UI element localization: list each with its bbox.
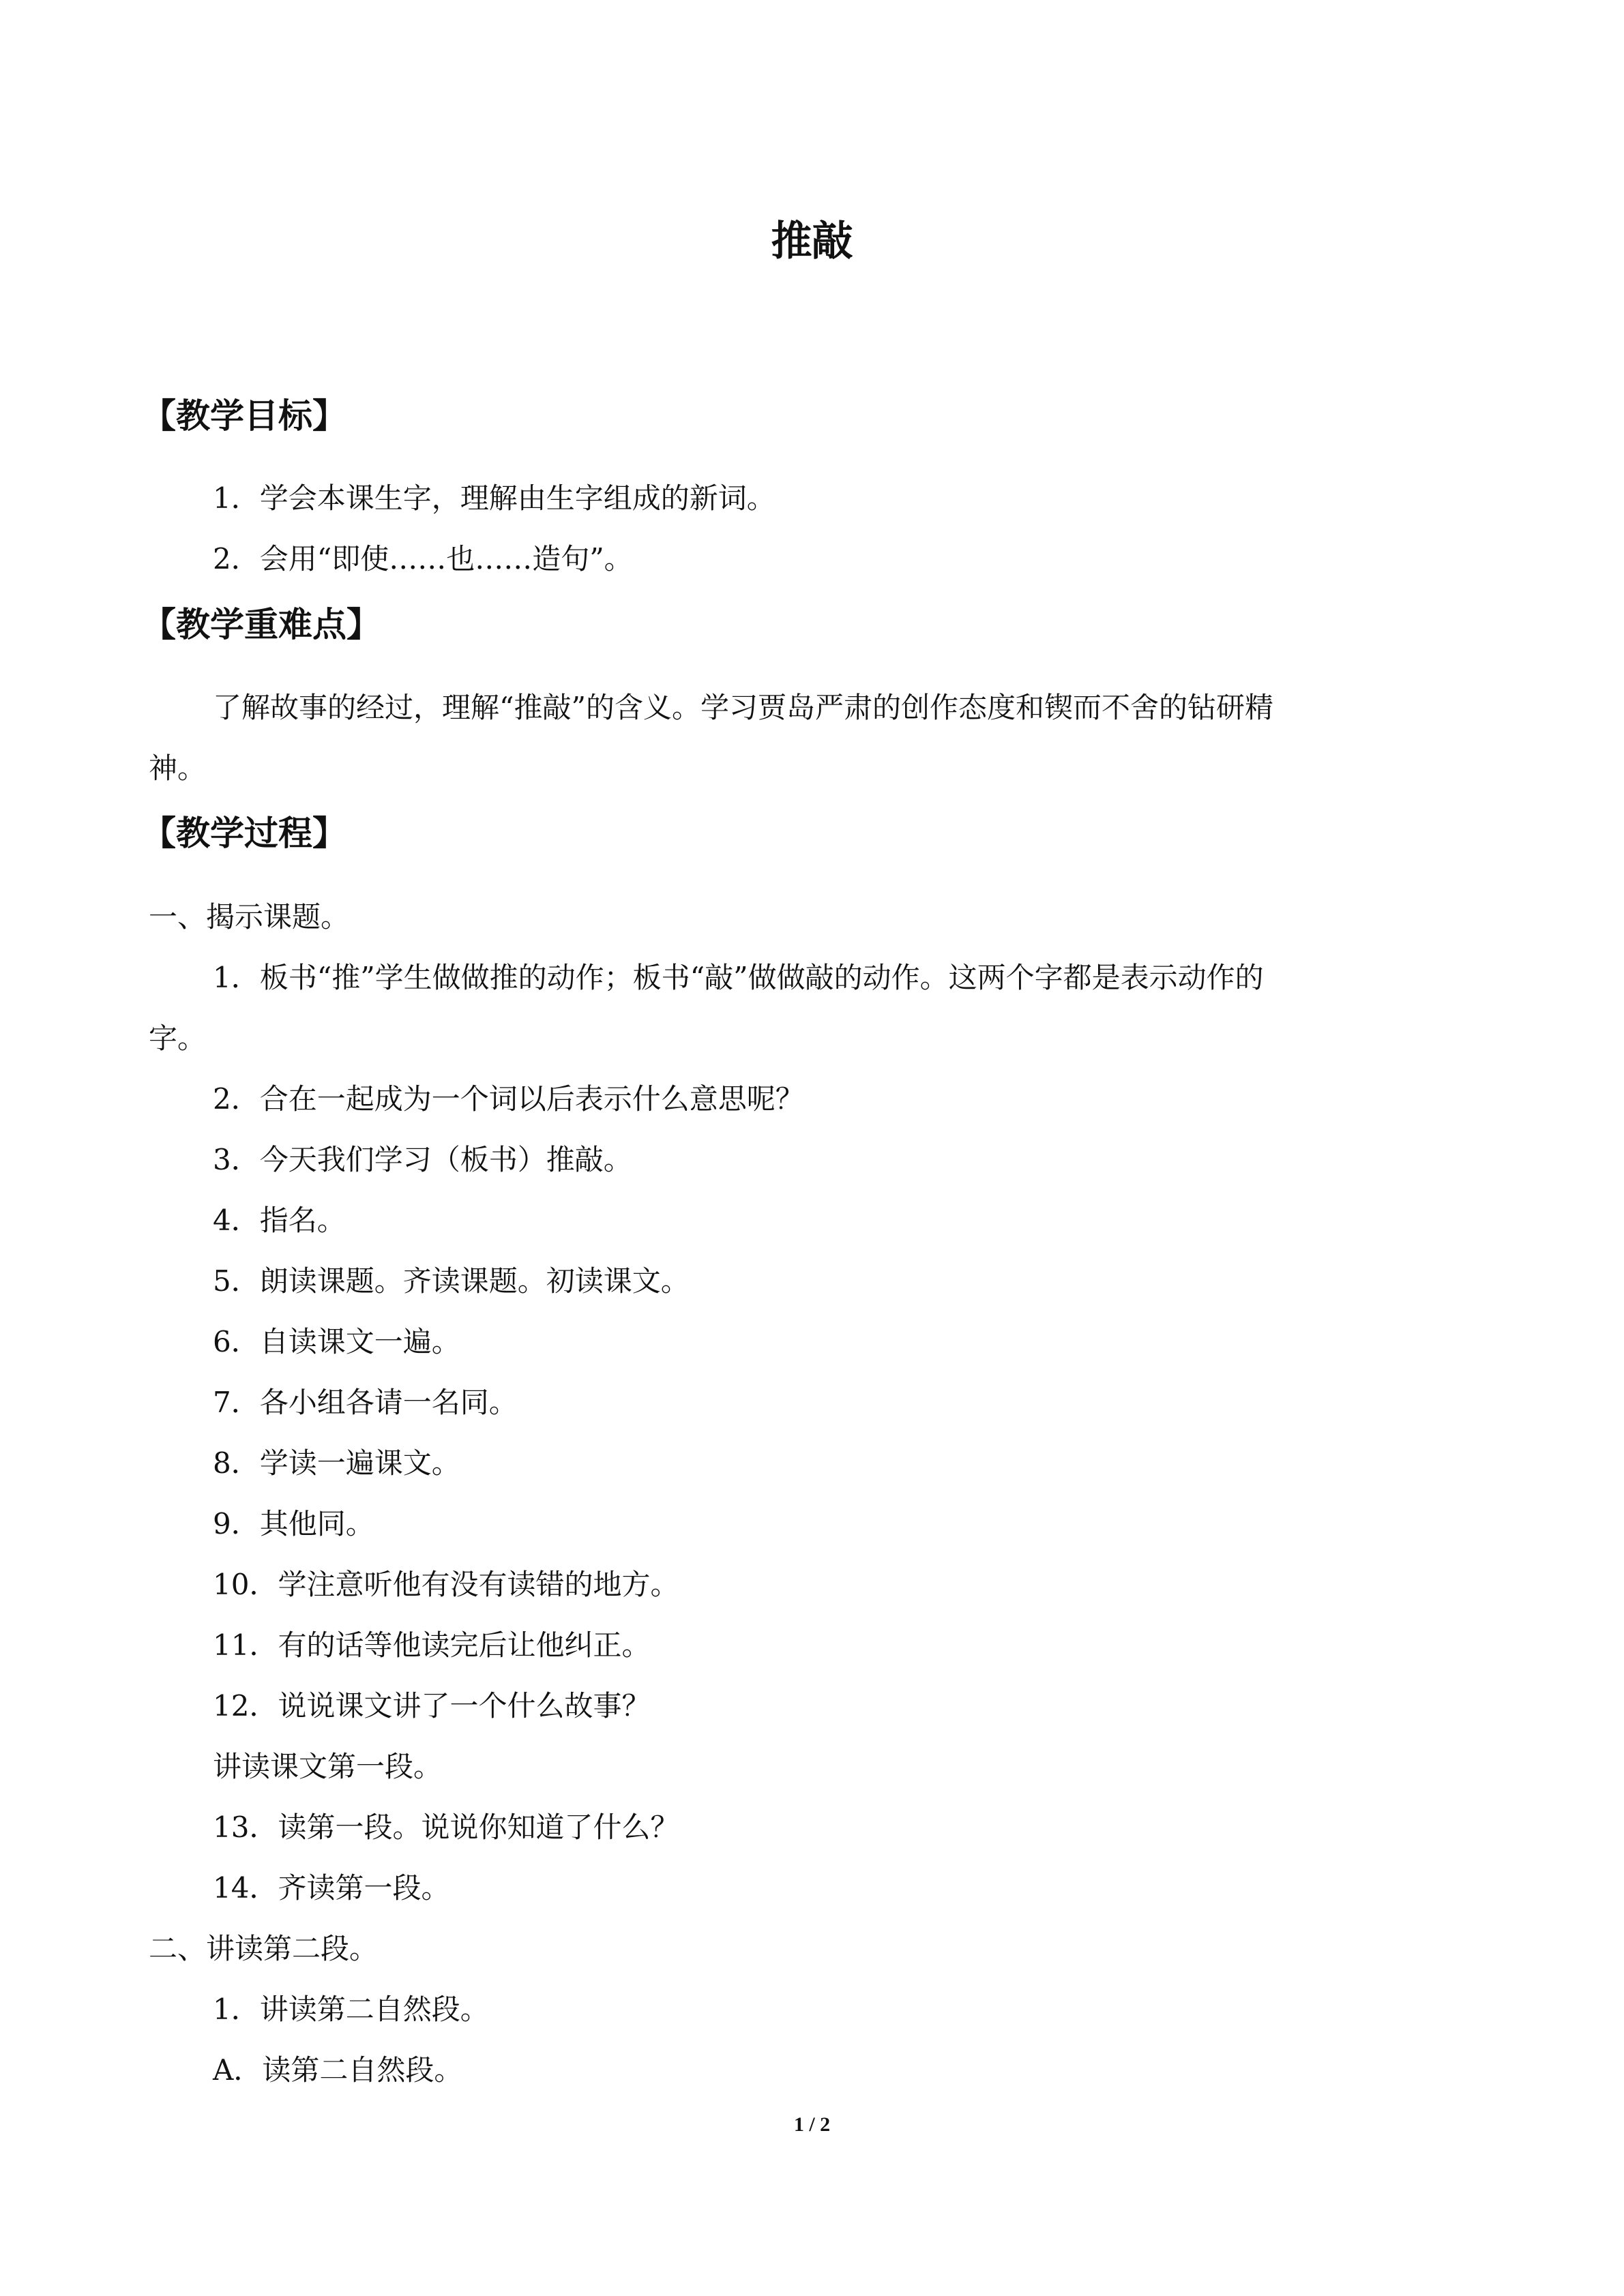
- process-step-1-line-1: 1．板书“推”学生做做推的动作；板书“敲”做做敲的动作。这两个字都是表示动作的: [213, 961, 1264, 994]
- process-part-1-title: 一、揭示课题。: [149, 900, 350, 934]
- key-points-paragraph-line-2: 神。: [149, 751, 207, 785]
- process-step: 11．有的话等他读完后让他纠正。: [213, 1628, 651, 1662]
- objective-item-2: 2．会用“即使……也……造句”。: [213, 542, 633, 576]
- process-heading: 【教学过程】: [142, 814, 346, 853]
- process-subheading: 讲读课文第一段。: [213, 1750, 443, 1783]
- process-step: 9．其他同。: [213, 1507, 374, 1540]
- process-step: 12．说说课文讲了一个什么故事？: [213, 1689, 651, 1723]
- document-title: 推敲: [771, 218, 853, 265]
- process-step: 2．合在一起成为一个词以后表示什么意思呢？: [213, 1082, 804, 1116]
- key-points-paragraph-line-1: 了解故事的经过，理解“推敲”的含义。学习贾岛严肃的创作态度和锲而不舍的钻研精: [213, 691, 1273, 724]
- process-step: 13．读第一段。说说你知道了什么？: [213, 1810, 679, 1844]
- process-step: 10．学注意听他有没有读错的地方。: [213, 1568, 679, 1601]
- process-step: 8．学读一遍课文。: [213, 1446, 460, 1480]
- process-step: 5．朗读课题。齐读课题。初读课文。: [213, 1264, 690, 1298]
- process-step: 4．指名。: [213, 1204, 346, 1237]
- page-number: 1 / 2: [793, 2113, 831, 2136]
- process-part-2-item: A．读第二自然段。: [213, 2053, 463, 2087]
- process-step: 6．自读课文一遍。: [213, 1325, 460, 1358]
- process-part-2-item: 1．讲读第二自然段。: [213, 1993, 489, 2026]
- key-points-heading: 【教学重难点】: [142, 605, 381, 644]
- process-step: 3．今天我们学习（板书）推敲。: [213, 1143, 632, 1176]
- process-part-2-title: 二、讲读第二段。: [149, 1932, 379, 1965]
- process-step: 14．齐读第一段。: [213, 1871, 450, 1905]
- objective-item-1: 1．学会本课生字，理解由生字组成的新词。: [213, 481, 776, 515]
- objectives-heading: 【教学目标】: [142, 396, 346, 436]
- process-step: 7．各小组各请一名同。: [213, 1386, 518, 1419]
- process-step-1-line-2: 字。: [149, 1022, 207, 1055]
